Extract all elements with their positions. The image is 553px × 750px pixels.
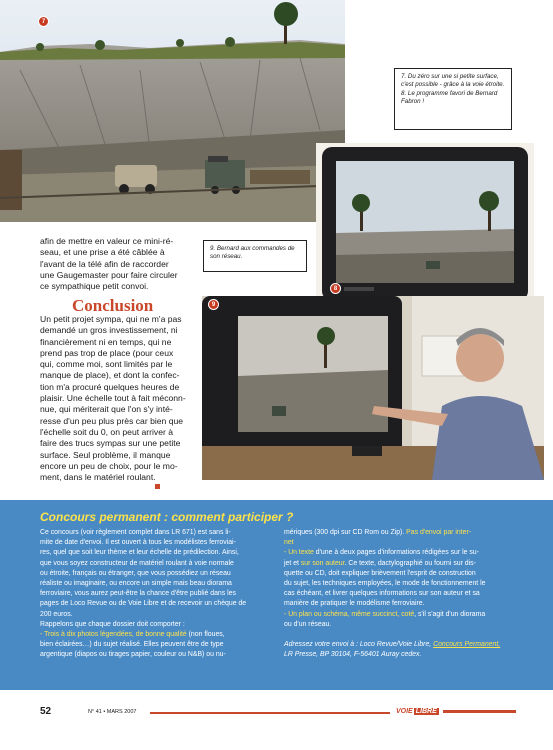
text-line: manque de place), et dont la confec-: [40, 370, 180, 381]
text-line: resse d'un peu plus près car bien que: [40, 415, 184, 426]
photo-tv-diorama: [316, 143, 534, 305]
spacer: [284, 630, 524, 640]
text-line: cas échéant, et livrer quelques informations sur son auteur et sa: [284, 590, 480, 598]
logo-stripe: [443, 710, 516, 713]
photo-number-badge-7: 7: [38, 16, 49, 27]
text-line: - Un texte d'une à deux pages d'informations rédigées sur le su-: [284, 549, 479, 557]
text-line: ou d'un réseau.: [284, 620, 332, 628]
text-line: du sujet, les techniques employées, le mode de fonctionnement le: [284, 580, 486, 588]
text-line: Ce concours (voir règlement complet dans LR 671) est sans li-: [40, 529, 231, 536]
concours-right-column: [284, 528, 524, 660]
text-line: bien éclairées…) du sujet réalisé. Elles peuvent être de type: [40, 641, 224, 649]
text-line: demandé un gros investissement, ni: [40, 325, 178, 336]
page-number: 52: [40, 706, 52, 717]
text-line: ce sympathique petit convoi.: [40, 281, 149, 292]
operator-illustration: [202, 296, 544, 480]
issue-info: N° 41 • MARS 2007: [88, 709, 137, 715]
text-line: - Un plan ou schéma, même succinct, coté, s'il s'agit d'un diorama: [284, 610, 486, 618]
text-line: tion m'a procuré quelques heures de: [40, 381, 180, 392]
quarry-illustration: [0, 0, 345, 222]
concours-left-column: [40, 528, 276, 661]
text-line: afin de mettre en valeur ce mini-ré-: [40, 236, 174, 246]
text-line: manière de pratiquer le modélisme ferroviaire.: [284, 600, 425, 608]
conclusion-heading: Conclusion: [72, 296, 154, 315]
conclusion-body: [40, 314, 196, 483]
text-line: ferroviaire, vous aurez peut-être la chance d'être publié dans les: [40, 590, 236, 598]
photo-number-badge-9: 9: [208, 299, 219, 310]
end-mark: [155, 484, 160, 489]
text-line: res, quel que soit leur thème et leur échelle de prédilection. Ainsi,: [40, 549, 239, 557]
photo-diorama-quarry: [0, 0, 345, 222]
text-line: Un petit projet sympa, qui ne m'a pas: [40, 314, 182, 324]
caption-photos-7-8: 7. Du zéro sur une si petite surface, c'est possible - grâce à la voie étroite. 8. Le programme favori de Bernard Fabron !: [394, 68, 512, 130]
text-line: prend pas trop de place (pour ceux: [40, 347, 174, 358]
highlight: - Trois à dix photos légendées, de bonne qualité: [40, 631, 187, 639]
logo-text-voie: VOIE: [396, 707, 413, 715]
magazine-logo: [396, 705, 516, 717]
text-line: quette ou CD, doit expliquer brièvement l'esprit de construction: [284, 569, 476, 577]
text-line: - Trois à dix photos légendées, de bonne qualité (non floues,: [40, 631, 225, 639]
photo-number-badge-8: 8: [330, 283, 341, 294]
text-line: nue, qui mériterait que l'on s'y inté-: [40, 404, 173, 415]
text-line: net: [284, 539, 294, 547]
logo-text-libre: LIBRE: [415, 707, 437, 715]
text-line: seau, et une prise a été câblée à: [40, 247, 165, 258]
caption-photo-9: 9. Bernard aux commandes de son réseau.: [203, 240, 307, 272]
footer-rule: [150, 712, 390, 714]
text-line: LR Presse, BP 30104, F-56401 Auray cedex.: [284, 651, 422, 659]
text-line: faire des trucs sympas sur une petite: [40, 438, 181, 449]
text-line: ou étroite, français ou étranger, que vous possédiez un réseau: [40, 569, 231, 577]
text-line: Rappelons que chaque dossier doit comporter :: [40, 620, 185, 628]
text-line: jet et sur son auteur. Ce texte, dactylographié ou fourni sur dis-: [284, 559, 476, 567]
text-line: ment, dans le matériel roulant.: [40, 472, 156, 483]
text-line: surface. Seul problème, il manque: [40, 449, 171, 460]
text-line: mite de date d'envoi. Il est ouvert à tous les modélistes ferroviai-: [40, 539, 236, 547]
text-line: réaliste ou imaginaire, ou encore un simple mais beau diorama: [40, 580, 232, 588]
text-line: que vous soyez constructeur de matériel roulant à voie normale: [40, 559, 234, 567]
text-line: mériques (300 dpi sur CD Rom ou Zip). Pas d'envoi par inter-: [284, 529, 472, 536]
text-line: l'avant de la télé afin de raccorder: [40, 258, 169, 269]
text-line: Adressez votre envoi à : Loco Revue/Voie Libre, Concours Permanent,: [284, 641, 501, 649]
text-line: 200 euros.: [40, 610, 73, 618]
tv-illustration: [316, 143, 534, 305]
text-line: une Gaugemaster pour faire circuler: [40, 269, 178, 280]
text-line: financièrement ni en temps, qui ne: [40, 336, 172, 347]
text-line: qui, comme moi, sont limités par le: [40, 359, 173, 370]
article-intro: [40, 236, 196, 292]
text-line: plaisir. Une échelle tout à fait méconn-: [40, 393, 186, 404]
text-line: argentique (diapos ou tirages papier, couleur ou N&B) ou nu-: [40, 651, 226, 659]
text-line: encore un peu de choix, pour le mo-: [40, 460, 178, 471]
page-footer: [0, 690, 553, 750]
text-line: l'échelle soit du 0, on peut arriver à: [40, 426, 174, 437]
concours-title: Concours permanent : comment participer ?: [40, 510, 294, 524]
photo-bernard-operating: [202, 296, 544, 480]
text-line: pages de Loco Revue ou de Voie Libre et de recevoir un chèque de: [40, 600, 247, 608]
